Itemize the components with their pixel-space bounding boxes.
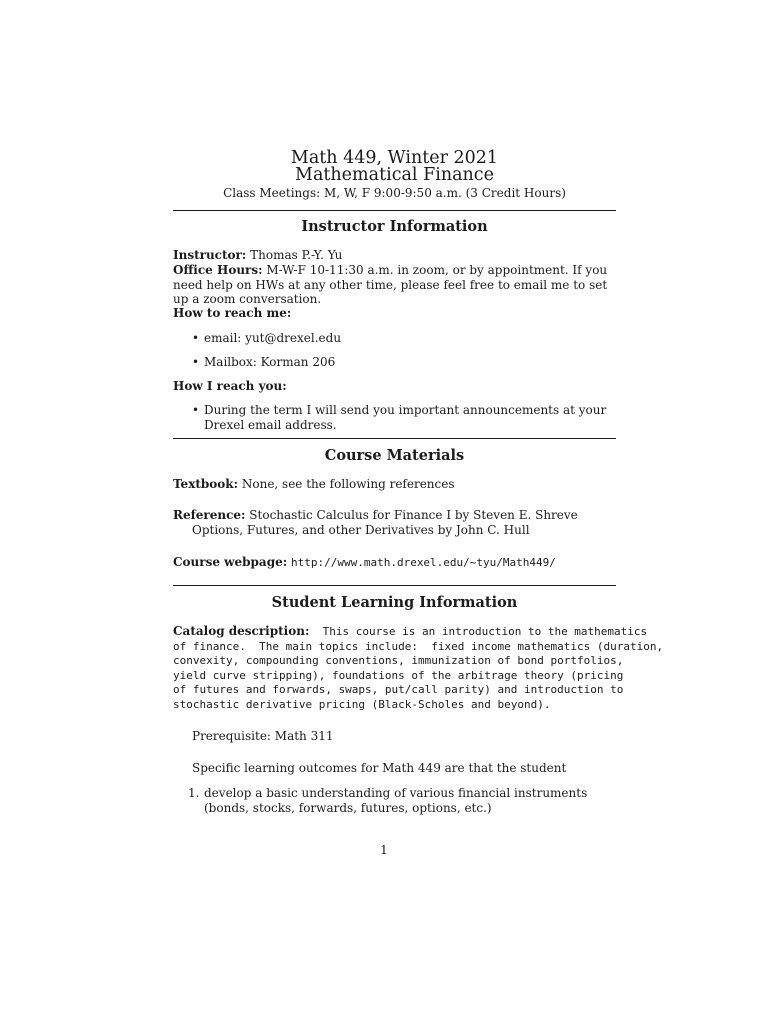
course-subtitle: Mathematical Finance [295,165,494,185]
office-hours-value: M-W-F 10-11:30 a.m. in zoom, or by appointment. If you need help on HWs at any other time, please feel free to email me to set up a zoom conversation. [173,263,608,306]
section-divider [173,585,616,586]
section-divider [173,438,616,439]
list-item [173,786,616,816]
prerequisite: Prerequisite: Math 311 [192,729,334,743]
bullet-icon: • [192,331,200,345]
reach-me-label: How to reach me: [173,306,292,320]
bullet-icon: • [192,403,200,417]
reference-label: Reference: [173,508,246,522]
reach-you-label: How I reach you: [173,379,287,393]
webpage-label: Course webpage: [173,555,288,569]
instructor-line [173,248,616,263]
outcomes-list [173,786,616,816]
reference-book-1: Stochastic Calculus for Finance I by Steven E. Shreve [249,508,578,522]
learning-heading: Student Learning Information [271,594,518,611]
catalog-line: This course is an introduction to the mathematics [309,625,648,638]
textbook-label: Textbook: [173,477,239,491]
materials-heading: Course Materials [324,447,465,464]
reach-me-list [173,331,616,370]
webpage-link[interactable]: http://www.math.drexel.edu/~tyu/Math449/ [290,556,556,569]
instructor-heading: Instructor Information [301,218,488,235]
reach-you-list [173,403,616,433]
office-hours-label: Office Hours: [173,263,263,277]
outcome-number: 1. [188,786,200,800]
reach-you-text: During the term I will send you important announcements at your Drexel email address. [204,403,607,432]
reach-me-mailbox: Mailbox: Korman 206 [204,355,336,369]
textbook-line [173,477,616,492]
textbook-value: None, see the following references [241,477,455,491]
catalog-line: of futures and forwards, swaps, put/call parity) and introduction to [173,683,624,696]
instructor-name: Thomas P.-Y. Yu [250,248,343,262]
catalog-line: stochastic derivative pricing (Black-Scholes and beyond). [173,697,551,711]
page-number: 1 [380,843,388,857]
course-title: Math 449, Winter 2021 [290,148,499,168]
reference-book-2: Options, Futures, and other Derivatives by John C. Hull [192,523,530,537]
outcome-text: develop a basic understanding of various financial instruments (bonds, stocks, forwards, futures, options, etc.) [204,786,588,815]
office-hours [173,263,616,307]
catalog-line: of finance. The main topics include: fixed income mathematics (duration, [173,639,664,653]
class-meetings: Class Meetings: M, W, F 9:00-9:50 a.m. (3 Credit Hours) [223,186,566,200]
outcomes-intro: Specific learning outcomes for Math 449 are that the student [192,761,567,775]
reference-line [173,508,616,523]
list-item [173,331,616,346]
catalog-description [173,624,673,712]
section-divider [173,210,616,211]
webpage-line [173,555,616,571]
reach-me-email: email: yut@drexel.edu [204,331,342,345]
catalog-line: yield curve stripping), foundations of the arbitrage theory (pricing [173,668,624,682]
list-item [173,355,616,370]
list-item [173,403,616,433]
catalog-line: convexity, compounding conventions, immunization of bond portfolios, [173,654,624,667]
catalog-label: Catalog description: [173,624,310,638]
instructor-label: Instructor: [173,248,247,262]
bullet-icon: • [192,355,200,369]
